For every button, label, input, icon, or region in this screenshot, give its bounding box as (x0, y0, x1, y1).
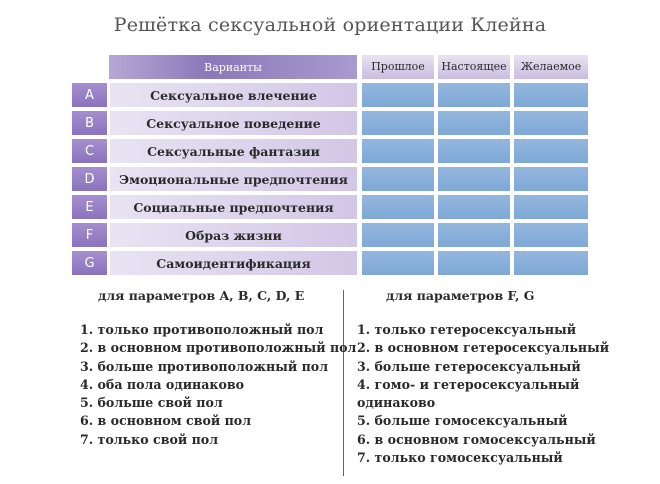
cell-desired (514, 223, 588, 247)
cell-past (362, 111, 434, 135)
header-past: Прошлое (362, 55, 434, 79)
cell-desired (514, 167, 588, 191)
row-label: Сексуальное влечение (110, 83, 357, 107)
cell-desired (514, 139, 588, 163)
row-letter: A (72, 83, 107, 107)
row-label: Самоидентификация (110, 251, 357, 275)
right-legend-list (357, 321, 609, 467)
cell-past (362, 223, 434, 247)
row-letter: D (72, 167, 107, 191)
left-legend-title: для параметров A, B, C, D, E (98, 288, 305, 303)
cell-past (362, 139, 434, 163)
cell-desired (514, 83, 588, 107)
left-legend-list (80, 321, 356, 449)
list-item: 4. гомо- и гетеросексуальный (357, 376, 580, 392)
cell-present (438, 251, 510, 275)
cell-present (438, 167, 510, 191)
row-label: Социальные предпочтения (110, 195, 357, 219)
list-item: 2. в основном противоположный пол (80, 340, 357, 356)
list-item: 7. только гомосексуальный (357, 450, 563, 466)
right-legend-title: для параметров F, G (386, 288, 535, 303)
list-item: 6. в основном гомосексуальный (357, 431, 596, 447)
list-item: 6. в основном свой пол (80, 413, 252, 429)
row-label: Сексуальное поведение (110, 111, 357, 135)
list-item: 5. больше гомосексуальный (357, 413, 568, 429)
cell-present (438, 223, 510, 247)
list-item: 5. больше свой пол (80, 395, 223, 411)
list-item: 4. оба пола одинаково (80, 376, 245, 392)
list-item: 3. больше противоположный пол (80, 358, 329, 374)
header-present: Настоящее (438, 55, 510, 79)
cell-present (438, 111, 510, 135)
cell-past (362, 83, 434, 107)
list-item: одинаково (357, 395, 436, 411)
cell-present (438, 195, 510, 219)
cell-present (438, 139, 510, 163)
header-variants: Варианты (109, 55, 357, 79)
cell-present (438, 83, 510, 107)
row-letter: C (72, 139, 107, 163)
row-letter: B (72, 111, 107, 135)
cell-past (362, 251, 434, 275)
row-letter: G (72, 251, 107, 275)
list-item: 7. только свой пол (80, 431, 219, 447)
list-item: 3. больше гетеросексуальный (357, 358, 581, 374)
page-title: Решётка сексуальной ориентации Клейна (113, 14, 547, 36)
cell-desired (514, 111, 588, 135)
row-label: Эмоциональные предпочтения (110, 167, 357, 191)
row-letter: E (72, 195, 107, 219)
row-label: Образ жизни (110, 223, 357, 247)
list-item: 2. в основном гетеросексуальный (357, 340, 610, 356)
cell-desired (514, 251, 588, 275)
cell-past (362, 167, 434, 191)
list-item: 1. только противоположный пол (80, 322, 324, 337)
header-desired: Желаемое (514, 55, 588, 79)
cell-desired (514, 195, 588, 219)
row-letter: F (72, 223, 107, 247)
list-item: 1. только гетеросексуальный (357, 322, 577, 337)
cell-past (362, 195, 434, 219)
row-label: Сексуальные фантазии (110, 139, 357, 163)
